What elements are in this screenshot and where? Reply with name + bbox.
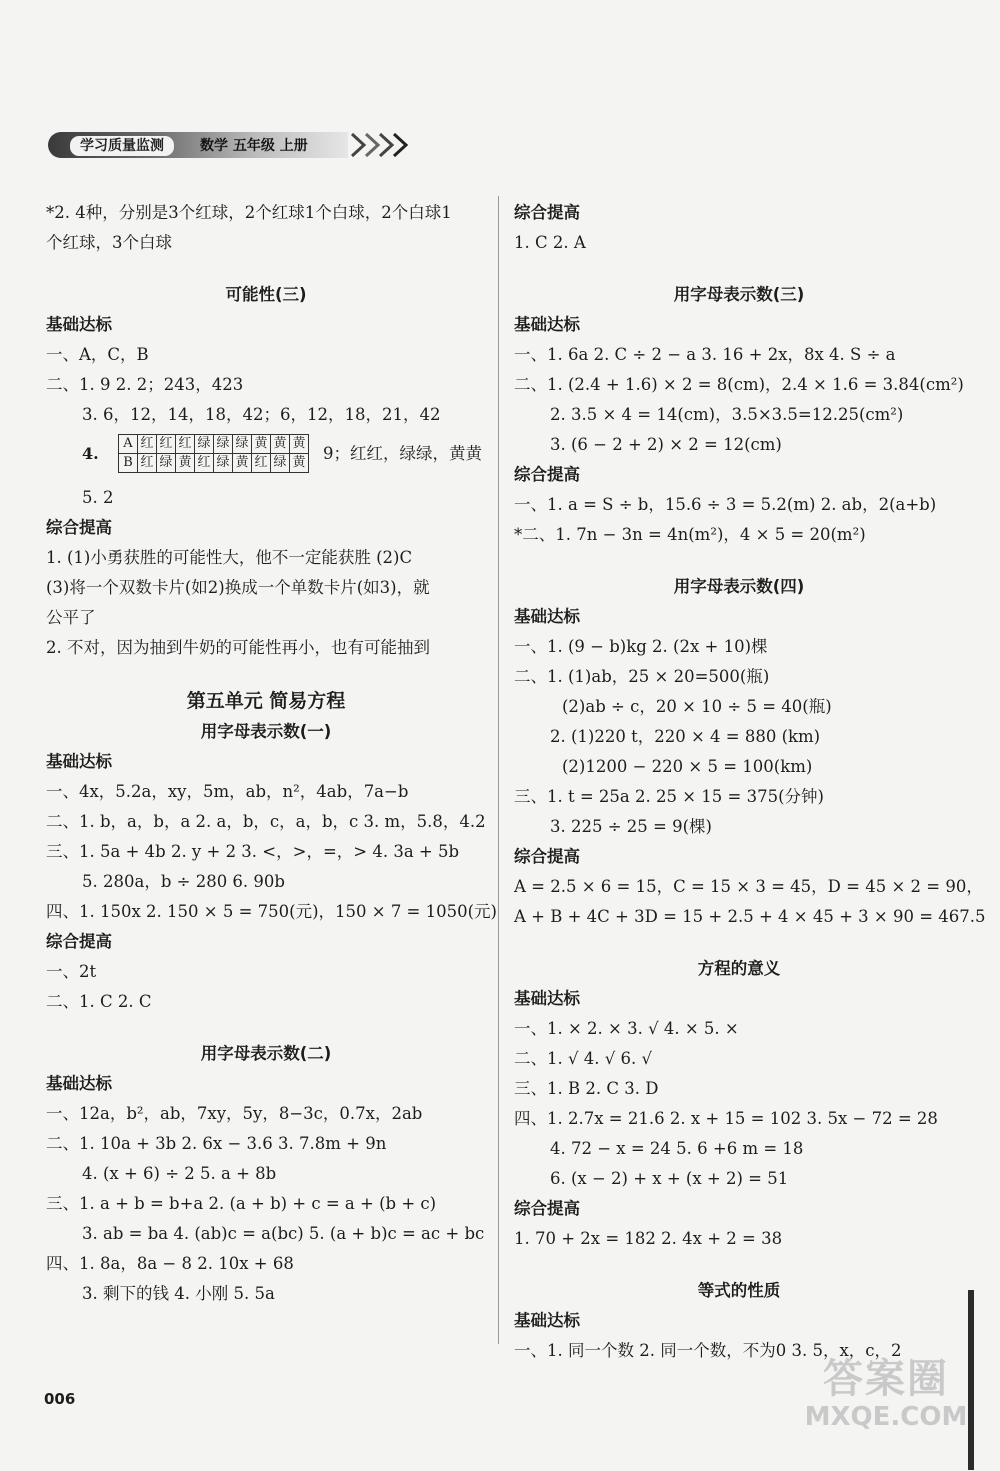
subheading: 综合提高 <box>514 465 580 484</box>
grid-row-b <box>119 454 309 473</box>
answer-line: A = 2.5 × 6 = 15，C = 15 × 3 = 45，D = 45 × 2 = 90， <box>514 877 983 896</box>
answer-line: 2. 不对，因为抽到牛奶的可能性再小，也有可能抽到 <box>46 638 430 657</box>
grid-cell: 绿 <box>195 435 214 454</box>
grid-row-a <box>119 435 309 454</box>
grid-cell: 红 <box>157 435 176 454</box>
grid-cell: 绿 <box>157 454 176 473</box>
header-badge: 学习质量监测 <box>70 136 174 156</box>
chevron-arrows-icon <box>348 130 414 160</box>
answer-line: 三、1. t = 25a 2. 25 × 15 = 375(分钟) <box>514 787 824 806</box>
page-number: 006 <box>44 1390 76 1408</box>
answer-line: (2)1200 − 220 × 5 = 100(km) <box>562 757 813 776</box>
grid-cell: 绿 <box>271 454 290 473</box>
answer-line: 5. 2 <box>82 488 114 507</box>
answer-line: 一、4x，5.2a，xy，5m，ab，n²，4ab，7a−b <box>46 782 409 801</box>
watermark <box>800 1356 972 1432</box>
grid-cell: A <box>119 435 138 454</box>
answer-line: 一、1. 6a 2. C ÷ 2 − a 3. 16 + 2x，8x 4. S ÷ a <box>514 345 896 364</box>
grid-cell: 黄 <box>252 435 271 454</box>
grid-cell: 绿 <box>214 435 233 454</box>
grid-answer-text: 9；红红，绿绿，黄黄 <box>323 443 482 463</box>
answer-line: 二、1. 9 2. 2；243，423 <box>46 375 244 394</box>
section-title: 方程的意义 <box>697 959 781 978</box>
grid-cell: B <box>119 454 138 473</box>
grid-cell: 红 <box>138 435 157 454</box>
unit-title: 第五单元 简易方程 <box>186 690 346 712</box>
answer-line: 3. (6 − 2 + 2) × 2 = 12(cm) <box>550 435 782 454</box>
answer-line: 6. (x − 2) + x + (x + 2) = 51 <box>550 1169 789 1188</box>
answer-line: 四、1. 8a，8a − 8 2. 10x + 68 <box>46 1254 294 1273</box>
answer-line: 二、1. b，a，b，a 2. a，b，c，a，b，c 3. m，5.8，4.2 <box>46 812 486 831</box>
answer-line: 3. 剩下的钱 4. 小刚 5. 5a <box>82 1284 275 1303</box>
answer-line: 3. 225 ÷ 25 = 9(棵) <box>550 817 712 836</box>
answer-number: 4. <box>82 444 99 463</box>
answer-line: 5. 280a，b ÷ 280 6. 90b <box>82 872 285 891</box>
answer-line: 公平了 <box>46 608 96 627</box>
answer-line: 2. 3.5 × 4 = 14(cm)，3.5×3.5=12.25(cm²) <box>550 405 904 424</box>
subheading: 基础达标 <box>514 315 580 334</box>
answer-line: *二、1. 7n − 3n = 4n(m²)，4 × 5 = 20(m²) <box>514 525 866 544</box>
answer-line: (2)ab ÷ c，20 × 10 ÷ 5 = 40(瓶) <box>562 697 832 716</box>
answer-line: 3. ab = ba 4. (ab)c = a(bc) 5. (a + b)c = ac + bc <box>82 1224 485 1243</box>
answer-line: 二、1. (2.4 + 1.6) × 2 = 8(cm)，2.4 × 1.6 = 3.84(cm²) <box>514 375 964 394</box>
subheading: 综合提高 <box>514 1199 580 1218</box>
answer-line: 一、2t <box>46 962 97 981</box>
answer-line: 二、1. (1)ab，25 × 20=500(瓶) <box>514 667 770 686</box>
answer-line: 二、1. √ 4. √ 6. √ <box>514 1049 652 1068</box>
grid-cell: 黄 <box>290 454 309 473</box>
answer-line: 四、1. 2.7x = 21.6 2. x + 15 = 102 3. 5x − 72 = 28 <box>514 1109 938 1128</box>
grid-cell: 红 <box>252 454 271 473</box>
page-header <box>48 128 418 162</box>
answer-line: 2. (1)220 t，220 × 4 = 880 (km) <box>550 727 821 746</box>
watermark-url: MXQE.COM <box>804 1402 968 1432</box>
subheading: 基础达标 <box>46 1074 112 1093</box>
grid-cell: 黄 <box>233 454 252 473</box>
answer-line: 二、1. 10a + 3b 2. 6x − 3.6 3. 7.8m + 9n <box>46 1134 387 1153</box>
grid-cell: 绿 <box>214 454 233 473</box>
header-subject: 数学 五年级 上册 <box>200 138 308 154</box>
subheading: 综合提高 <box>514 203 580 222</box>
subheading: 基础达标 <box>514 1311 580 1330</box>
subheading: 综合提高 <box>46 518 112 537</box>
answer-line: 一、A，C，B <box>46 345 149 364</box>
intro-line: *2. 4种，分别是3个红球，2个红球1个白球，2个白球1 <box>46 203 452 222</box>
subheading: 基础达标 <box>46 315 112 334</box>
grid-cell: 红 <box>138 454 157 473</box>
grid-cell: 绿 <box>233 435 252 454</box>
answer-line: 一、1. a = S ÷ b，15.6 ÷ 3 = 5.2(m) 2. ab，2(a+b) <box>514 495 937 514</box>
section-title: 等式的性质 <box>697 1281 781 1300</box>
section-title: 用字母表示数(二) <box>200 1044 332 1063</box>
right-column <box>514 198 986 1366</box>
answer-line: 一、1. × 2. × 3. √ 4. × 5. × <box>514 1019 739 1038</box>
answer-line: A + B + 4C + 3D = 15 + 2.5 + 4 × 45 + 3 × 90 = 467.5 <box>514 907 986 926</box>
answer-line: 1. (1)小勇获胜的可能性大，他不一定能获胜 (2)C <box>46 548 413 567</box>
section-title: 用字母表示数(一) <box>200 722 332 741</box>
answer-line: 1. 70 + 2x = 182 2. 4x + 2 = 38 <box>514 1229 783 1248</box>
answer-line: 4. (x + 6) ÷ 2 5. a + 8b <box>82 1164 277 1183</box>
grid-cell: 黄 <box>290 435 309 454</box>
intro-line: 个红球，3个白球 <box>46 233 172 252</box>
color-grid <box>118 434 309 473</box>
answer-line: 4. 72 − x = 24 5. 6 +6 m = 18 <box>550 1139 804 1158</box>
watermark-logo-text: 答案圈 <box>823 1356 949 1402</box>
answer-line: 三、1. 5a + 4b 2. y + 2 3. <，>，=，> 4. 3a + 5b <box>46 842 460 861</box>
section-title: 用字母表示数(四) <box>673 577 805 596</box>
answer-line: 一、1. (9 − b)kg 2. (2x + 10)棵 <box>514 637 768 656</box>
subheading: 基础达标 <box>514 989 580 1008</box>
subheading: 基础达标 <box>514 607 580 626</box>
section-title: 用字母表示数(三) <box>673 285 805 304</box>
subheading: 综合提高 <box>514 847 580 866</box>
grid-cell: 红 <box>195 454 214 473</box>
grid-cell: 黄 <box>271 435 290 454</box>
column-divider <box>498 196 499 1344</box>
answer-line: 1. C 2. A <box>514 233 586 252</box>
subheading: 基础达标 <box>46 752 112 771</box>
answer-line: 一、12a，b²，ab，7xy，5y，8−3c，0.7x，2ab <box>46 1104 423 1123</box>
color-grid-answer <box>46 434 486 473</box>
answer-line: 三、1. a + b = b+a 2. (a + b) + c = a + (b + c) <box>46 1194 437 1213</box>
grid-cell: 红 <box>176 435 195 454</box>
answer-line: 四、1. 150x 2. 150 × 5 = 750(元)，150 × 7 = 1050(元) <box>46 902 497 921</box>
answer-line: (3)将一个双数卡片(如2)换成一个单数卡片(如3)，就 <box>46 578 430 597</box>
answer-line: 二、1. C 2. C <box>46 992 152 1011</box>
grid-cell: 黄 <box>176 454 195 473</box>
answer-line: 一、1. 同一个数 2. 同一个数，不为0 3. 5，x，c，2 <box>514 1341 902 1360</box>
left-column <box>46 198 497 1309</box>
subheading: 综合提高 <box>46 932 112 951</box>
section-title: 可能性(三) <box>225 285 307 304</box>
answer-line: 3. 6，12，14，18，42；6，12，18，21，42 <box>82 405 441 424</box>
answer-line: 三、1. B 2. C 3. D <box>514 1079 659 1098</box>
